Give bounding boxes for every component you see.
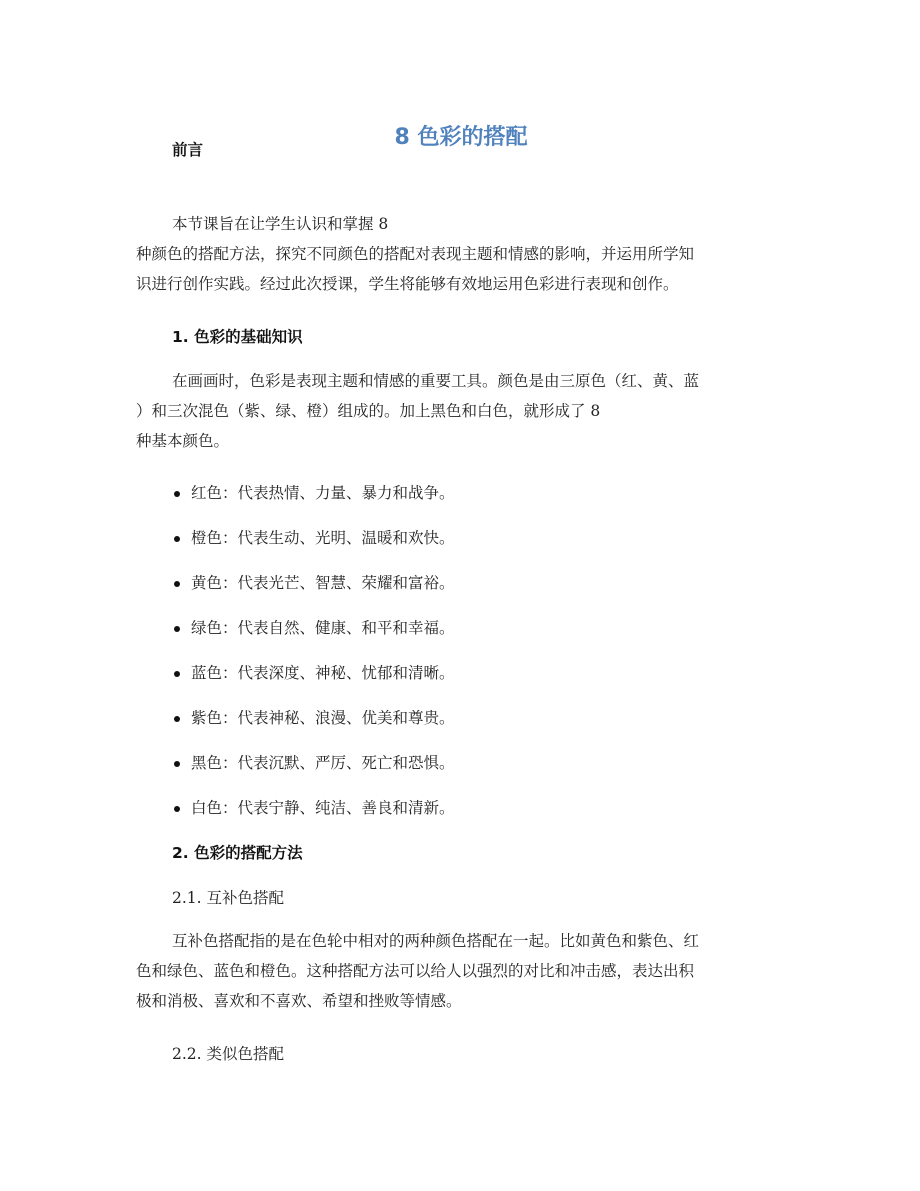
paragraph-line: 极和消极、喜欢和不喜欢、希望和挫败等情感。	[136, 992, 462, 1010]
list-item	[136, 568, 786, 613]
list-item	[136, 523, 786, 568]
bullet-icon	[174, 716, 180, 722]
paragraph-line: ）和三次混色（紫、绿、橙）组成的。加上黑色和白色，就形成了 8	[136, 402, 601, 420]
basics-paragraph	[136, 366, 786, 456]
document-title: 8 色彩的搭配	[394, 125, 528, 150]
bullet-icon	[174, 581, 180, 587]
paragraph-line: 在画画时，色彩是表现主题和情感的重要工具。颜色是由三原色（红、黄、蓝	[172, 372, 700, 390]
list-item-text: 黄色：代表光芒、智慧、荣耀和富裕。	[191, 574, 455, 592]
paragraph-line: 种基本颜色。	[136, 432, 230, 450]
paragraph-line: 种颜色的搭配方法，探究不同颜色的搭配对表现主题和情感的影响，并运用所学知	[136, 245, 695, 263]
list-item	[136, 748, 786, 793]
paragraph-line: 色和绿色、蓝色和橙色。这种搭配方法可以给人以强烈的对比和冲击感，表达出积	[136, 962, 695, 980]
bullet-icon	[174, 536, 180, 542]
bullet-icon	[174, 626, 180, 632]
color-meaning-list	[136, 478, 786, 838]
paragraph-line: 识进行创作实践。经过此次授课，学生将能够有效地运用色彩进行表现和创作。	[136, 275, 679, 293]
heading-preface: 前言	[172, 141, 204, 159]
list-item-text: 蓝色：代表深度、神秘、忧郁和清晰。	[191, 664, 455, 682]
list-item	[136, 613, 786, 658]
bullet-icon	[174, 491, 180, 497]
subheading-complementary: 2.1. 互补色搭配	[172, 889, 285, 907]
subheading-analogous: 2.2. 类似色搭配	[172, 1045, 285, 1063]
list-item-text: 绿色：代表自然、健康、和平和幸福。	[191, 619, 455, 637]
list-item-text: 紫色：代表神秘、浪漫、优美和尊贵。	[191, 709, 455, 727]
bullet-icon	[174, 806, 180, 812]
list-item	[136, 478, 786, 523]
bullet-icon	[174, 761, 180, 767]
preface-paragraph	[136, 209, 786, 299]
list-item-text: 橙色：代表生动、光明、温暖和欢快。	[191, 529, 455, 547]
list-item	[136, 793, 786, 838]
bullet-icon	[174, 671, 180, 677]
list-item	[136, 703, 786, 748]
heading-color-methods: 2. 色彩的搭配方法	[172, 844, 303, 862]
heading-color-basics: 1. 色彩的基础知识	[172, 328, 303, 346]
paragraph-line: 本节课旨在让学生认识和掌握 8	[172, 215, 389, 233]
list-item-text: 白色：代表宁静、纯洁、善良和清新。	[191, 799, 455, 817]
list-item	[136, 658, 786, 703]
list-item-text: 黑色：代表沉默、严厉、死亡和恐惧。	[191, 754, 455, 772]
paragraph-line: 互补色搭配指的是在色轮中相对的两种颜色搭配在一起。比如黄色和紫色、红	[172, 932, 700, 950]
complementary-paragraph	[136, 926, 786, 1016]
list-item-text: 红色：代表热情、力量、暴力和战争。	[191, 484, 455, 502]
